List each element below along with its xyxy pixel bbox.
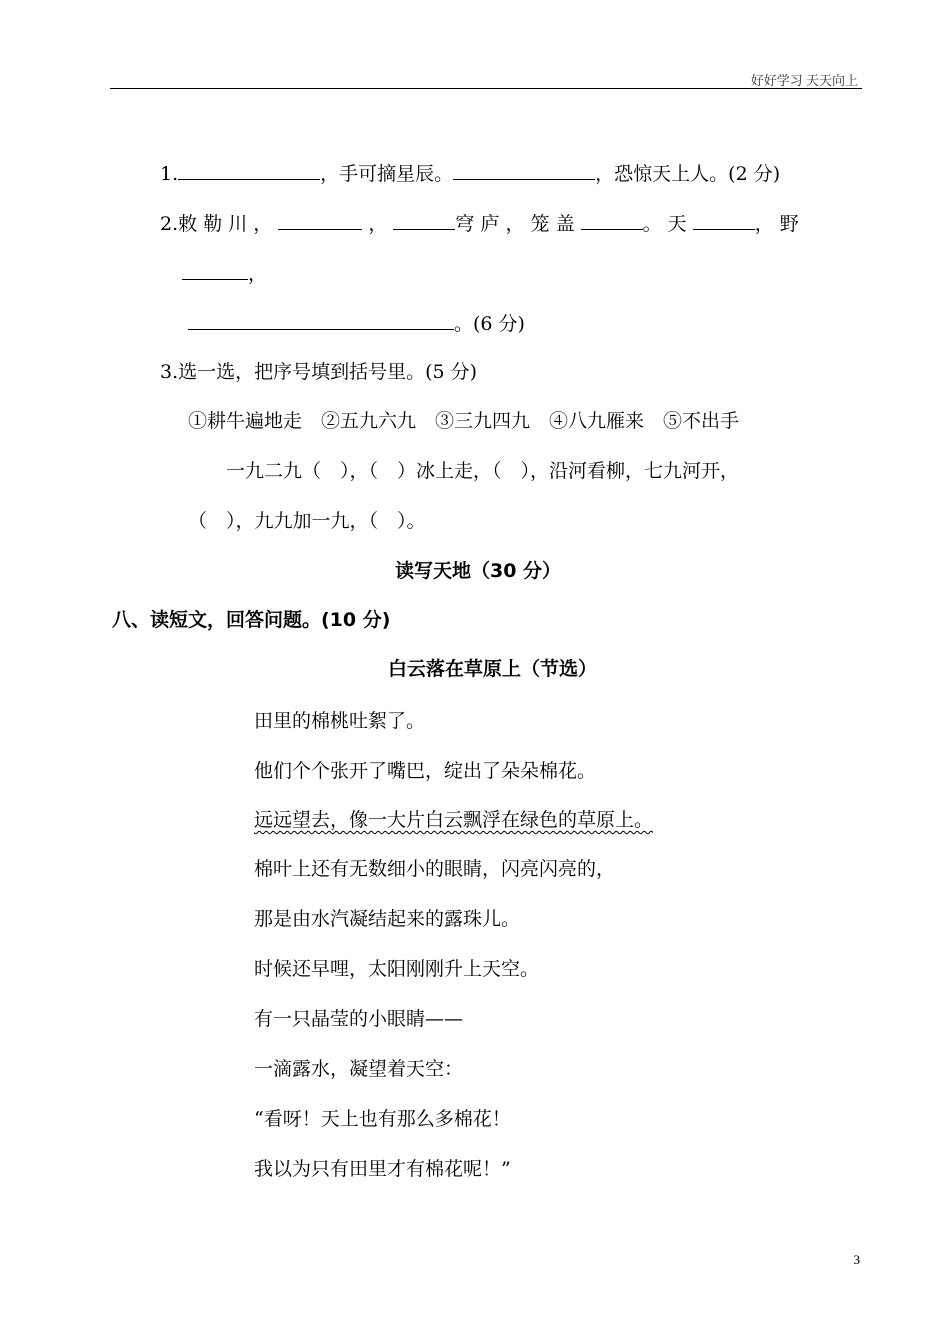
q2-text-a: 2.敕 勒 川 ， [160,213,273,235]
q2-blank-4[interactable] [693,213,755,230]
part-8-title: 八、读短文，回答问题。(10 分) [112,609,391,631]
q2-blank-1[interactable] [278,213,362,230]
q1-blank-1[interactable] [178,163,320,180]
passage-line: 那是由水汽凝结起来的露珠儿。 [254,908,521,930]
q2-score: 。(6 分) [454,313,525,335]
q2-blank-3[interactable] [581,213,643,230]
q1-text-1: ，手可摘星辰。 [320,163,454,185]
q2-text-f: ， [248,263,268,285]
q2-blank-6[interactable] [188,313,454,330]
passage-line: 时候还早哩，太阳刚刚升上天空。 [254,958,540,980]
passage-title: 白云落在草原上（节选） [388,658,598,680]
header-rule [110,88,862,89]
passage-line: “看呀！天上也有那么多棉花！ [254,1108,511,1130]
question-3-line-1: 一九二九（ ），（ ）冰上走，（ ），沿河看柳，七九河开， [226,460,740,482]
passage-line: 棉叶上还有无数细小的眼睛，闪亮闪亮的， [254,858,616,880]
q2-text-b: ， [368,213,388,235]
question-2 [160,213,799,234]
q2-text-d: 。 天 [642,213,687,235]
passage-line: 一滴露水，凝望着天空： [254,1058,464,1080]
q1-text-2: ，恐惊天上人。(2 分) [595,163,781,185]
passage-line: 田里的棉桃吐絮了。 [254,710,426,732]
question-2-cont [182,263,267,284]
q1-blank-2[interactable] [453,163,595,180]
page-number: 3 [853,1252,860,1267]
section-title: 读写天地（30 分） [395,560,562,582]
question-3-options: ①耕牛遍地走 ②五九六九 ③三九四九 ④八九雁来 ⑤不出手 [188,410,740,432]
question-3-title: 3.选一选，把序号填到括号里。(5 分) [160,361,478,383]
q2-text-c: 穹 庐 ， 笼 盖 [455,213,575,235]
question-3-line-2: （ ），九九加一九，（ ）。 [188,510,426,532]
q2-blank-2[interactable] [393,213,455,230]
passage-line-underlined: 远远望去，像一大片白云飘浮在绿色的草原上。 [254,809,654,831]
question-1-number: 1. [160,163,179,185]
passage-line: 我以为只有田里才有棉花呢！” [254,1158,511,1180]
question-2-end [188,313,525,334]
q2-blank-5[interactable] [182,263,248,280]
header-motto: 好好学习 天天向上 [750,73,858,88]
passage-line: 他们个个张开了嘴巴，绽出了朵朵棉花。 [254,760,597,782]
question-1 [160,163,780,184]
q2-text-e: ， 野 [754,213,799,235]
passage-line: 有一只晶莹的小眼睛—— [254,1008,464,1030]
